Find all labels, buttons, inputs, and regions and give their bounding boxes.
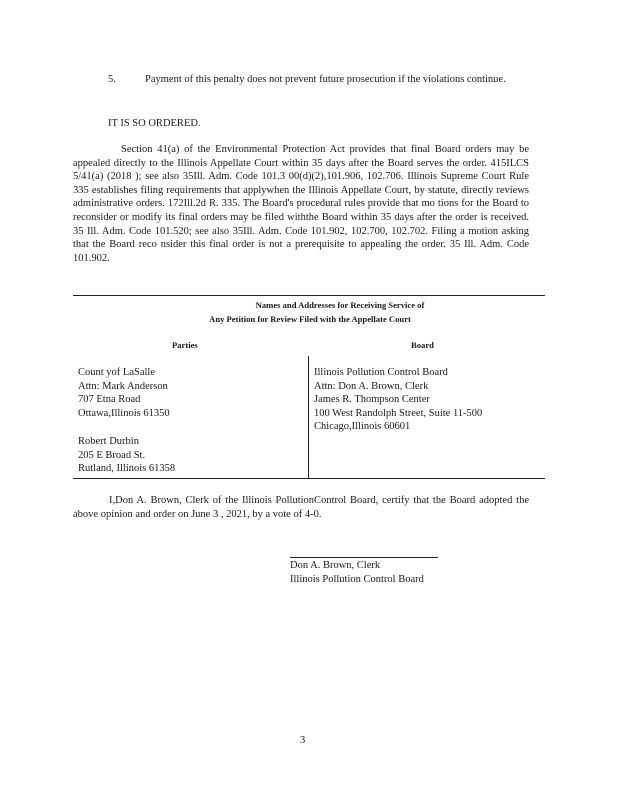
item-text: Payment of this penalty does not prevent future prosecution if the violations continue. bbox=[145, 74, 506, 85]
address-line: 707 Etna Road bbox=[78, 394, 141, 406]
address-line: Chicago,Illinois 60601 bbox=[314, 421, 411, 433]
address-line: Count yof LaSalle bbox=[78, 367, 155, 378]
address-line: Robert Durbin bbox=[78, 436, 139, 447]
address-line: James R. Thompson Center bbox=[314, 394, 430, 406]
table-title-line-1: Names and Addresses for Receiving Service of bbox=[255, 300, 425, 310]
table-title-line-2: Any Petition for Review Filed with the Appellate Court bbox=[209, 314, 411, 324]
address-line: Ottawa,Illinois 61350 bbox=[78, 407, 170, 419]
signatory-org: Illinois Pollution Control Board bbox=[290, 573, 424, 585]
address-line: Attn: Mark Anderson bbox=[78, 380, 168, 392]
page-number: 3 bbox=[300, 735, 306, 746]
appeal-text: Section 41(a) of the Environmental Protection Act provides that final Board orders may be appealed directly to the Illinois Appellate Court within 35 days after the Board serves the order. 415ILCS 5/41(a) (2018 ); see also 35Ill. Adm. Code 101.3 00(d)(2),101.906, 102.706. Illinois Supreme Court Rule 335 establishes filing requirements that applywhen the Illinois Appellate Court, by statute, directly reviews administrative orders. 172Ill.2d R. 335. The Board's procedural rules provide that mo tions for the Board to reconsider or modify its final orders may be filed withthe Board within 35 days after the order is received. 35 Ill. Adm. Code 101.520; see also 35Ill. Adm. Code 101.902, 102.700, 102.702. Filing a motion asking that the Board reco nsider this final order is not a prerequisite to appealing the order. 35 Ill. Adm. Code 101.902. bbox=[73, 144, 529, 264]
service-table-title bbox=[150, 298, 470, 326]
address-line: 100 West Randolph Street, Suite 11-500 bbox=[314, 407, 483, 419]
so-ordered: IT IS SO ORDERED. bbox=[108, 118, 201, 129]
item-number: 5. bbox=[108, 74, 116, 85]
table-top-rule bbox=[73, 295, 545, 296]
signature-block bbox=[290, 559, 424, 586]
signatory-name: Don A. Brown, Clerk bbox=[290, 560, 381, 571]
table-bottom-rule bbox=[73, 478, 545, 479]
certification-text: I,Don A. Brown, Clerk of the Illinois PollutionControl Board, certify that the Board adopted the above opinion and order on June 3 , 2021, by a vote of 4-0. bbox=[73, 495, 529, 520]
party-address-durbin bbox=[78, 435, 175, 476]
parties-heading: Parties bbox=[172, 340, 198, 350]
clerk-certification bbox=[73, 494, 529, 521]
board-heading: Board bbox=[411, 340, 434, 350]
signature-line bbox=[290, 557, 438, 558]
appeal-paragraph bbox=[73, 143, 529, 265]
table-column-divider bbox=[308, 356, 309, 478]
address-line: Attn: Don A. Brown, Clerk bbox=[314, 380, 429, 392]
address-line: Rutland, Illinois 61358 bbox=[78, 463, 176, 475]
board-address bbox=[314, 366, 482, 434]
party-address-lasalle bbox=[78, 366, 170, 420]
address-line: 205 E Broad St. bbox=[78, 449, 146, 461]
address-line: Illinois Pollution Control Board bbox=[314, 367, 448, 378]
